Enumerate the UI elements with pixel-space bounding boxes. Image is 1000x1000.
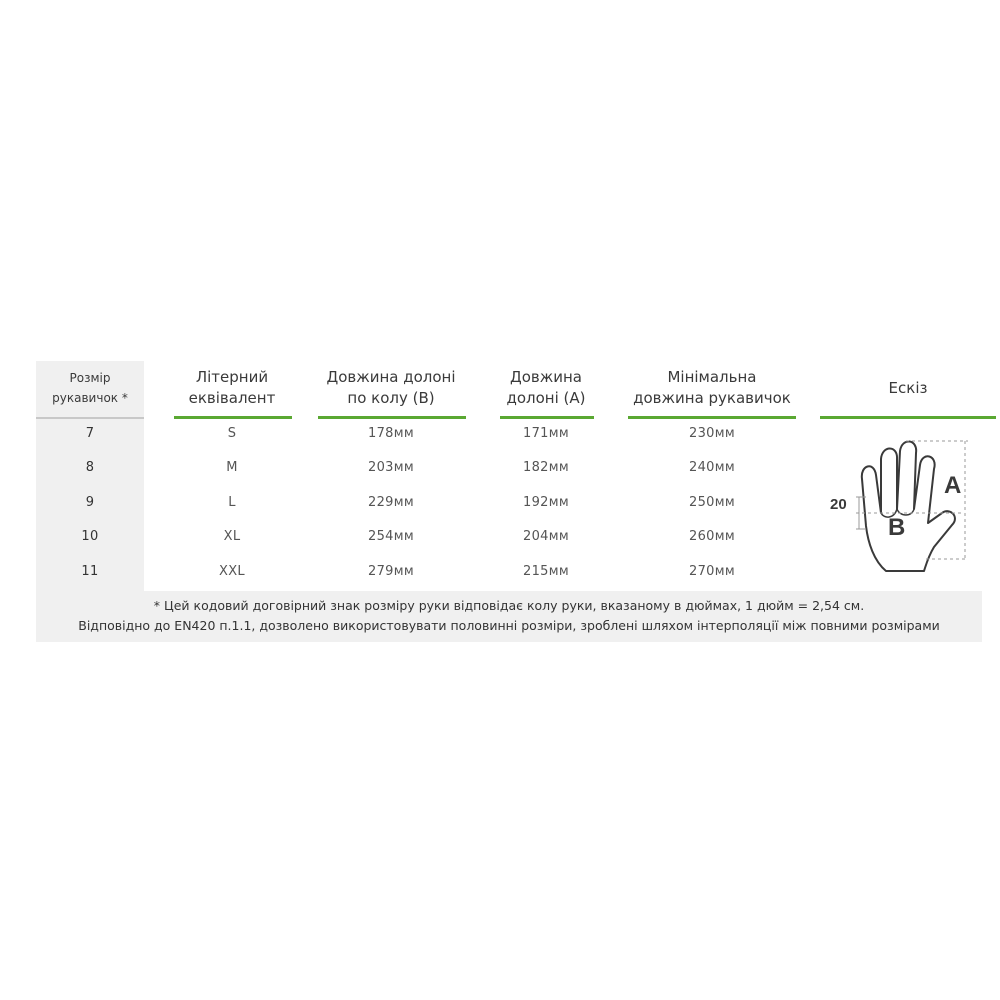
row-4-min-length: 260мм (689, 528, 735, 544)
row-1-min-length: 230мм (689, 425, 735, 441)
header-rule-min-length (628, 416, 796, 419)
header-sketch-label: Ескіз (888, 378, 928, 397)
header-min-glove-length-line2: довжина рукавичок (633, 389, 791, 407)
row-3-circumference: 229мм (368, 494, 414, 510)
sketch-label-20: 20 (830, 496, 847, 513)
glove-icon (826, 431, 976, 581)
sketch-label-a: A (944, 472, 962, 499)
row-5-circumference: 279мм (368, 563, 414, 579)
hand-sketch (826, 431, 976, 581)
row-4-circumference: 254мм (368, 528, 414, 544)
row-5-size: 11 (81, 563, 99, 579)
row-2-min-length: 240мм (689, 459, 735, 475)
row-1-circumference: 178мм (368, 425, 414, 441)
header-rule-letter (174, 416, 292, 419)
row-2-size: 8 (85, 459, 95, 475)
header-glove-size-line1: Розмір (69, 371, 111, 385)
header-palm-circumference-line2: по колу (B) (347, 389, 435, 407)
row-3-min-length: 250мм (689, 494, 735, 510)
row-1-size: 7 (85, 425, 95, 441)
header-glove-size-line2: рукавичок * (52, 391, 128, 405)
row-3-letter: L (228, 494, 236, 510)
row-2-letter: M (226, 459, 238, 475)
header-palm-circumference-line1: Довжина долоні (326, 368, 456, 386)
glove-size-table (36, 361, 982, 642)
footnote-line-1: * Цей кодовий договірний знак розміру руки відповідає колу руки, вказаному в дюймах, 1 дюйм = 2,54 см. (153, 598, 865, 613)
header-letter-equivalent-line1: Літерний (195, 368, 269, 386)
sketch-label-b: B (888, 514, 906, 541)
row-5-letter: XXL (219, 563, 245, 579)
row-1-letter: S (227, 425, 237, 441)
header-rule-size (36, 417, 144, 419)
row-3-length: 192мм (523, 494, 569, 510)
footnote (36, 591, 982, 642)
footnote-line-2: Відповідно до EN420 п.1.1, дозволено використовувати половинні розміри, зроблені шляхом інтерполяції між повними розмірами (78, 618, 940, 633)
header-rule-sketch (820, 416, 996, 419)
row-4-letter: XL (223, 528, 241, 544)
row-5-length: 215мм (523, 563, 569, 579)
header-letter-equivalent-line2: еквівалент (188, 389, 276, 407)
row-1-length: 171мм (523, 425, 569, 441)
header-min-glove-length (628, 361, 796, 415)
row-2-circumference: 203мм (368, 459, 414, 475)
row-4-length: 204мм (523, 528, 569, 544)
header-rule-circumference (318, 416, 466, 419)
row-3-size: 9 (85, 494, 95, 510)
header-min-glove-length-line1: Мінімальна (667, 368, 757, 386)
header-palm-length-line1: Довжина (510, 368, 582, 386)
header-glove-size (36, 361, 144, 415)
header-sketch (820, 361, 996, 415)
header-letter-equivalent (180, 361, 284, 415)
row-4-size: 10 (81, 528, 99, 544)
header-palm-circumference (318, 361, 464, 415)
header-palm-length-line2: долоні (A) (506, 389, 586, 407)
header-palm-length (498, 361, 594, 415)
row-5-min-length: 270мм (689, 563, 735, 579)
header-rule-length (500, 416, 594, 419)
row-2-length: 182мм (523, 459, 569, 475)
